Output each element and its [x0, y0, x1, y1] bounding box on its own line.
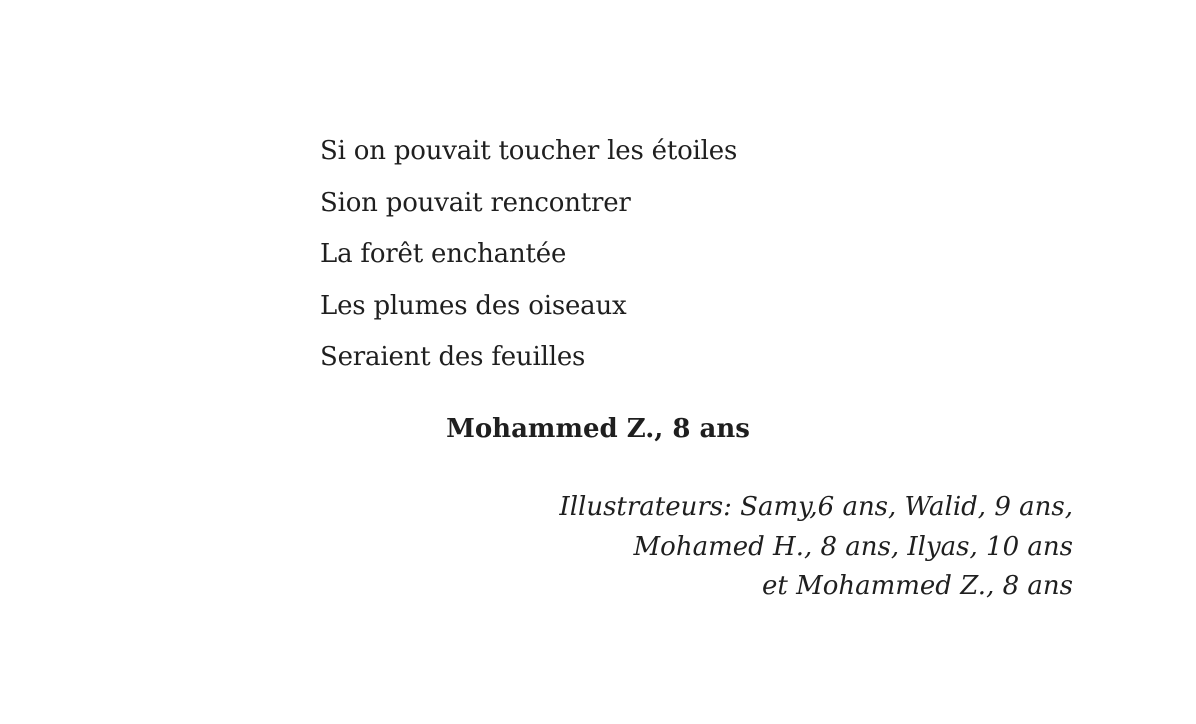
credit-line: Illustrateurs: Samy,6 ans, Walid, 9 ans, [559, 492, 1073, 522]
poem-line: Sion pouvait rencontrer [320, 187, 631, 218]
credit-line: Mohamed H., 8 ans, Ilyas, 10 ans [633, 531, 1073, 562]
credit-line: et Mohammed Z., 8 ans [761, 571, 1073, 601]
poem-line: La forêt enchantée [320, 239, 567, 269]
poem-line: Seraient des feuilles [320, 342, 586, 372]
poem [320, 126, 1020, 384]
poem-line: Les plumes des oiseaux [320, 290, 627, 321]
illustrator-credits [559, 488, 1073, 607]
author-signature: Mohammed Z., 8 ans [446, 414, 750, 444]
poem-line: Si on pouvait toucher les étoiles [320, 136, 738, 166]
